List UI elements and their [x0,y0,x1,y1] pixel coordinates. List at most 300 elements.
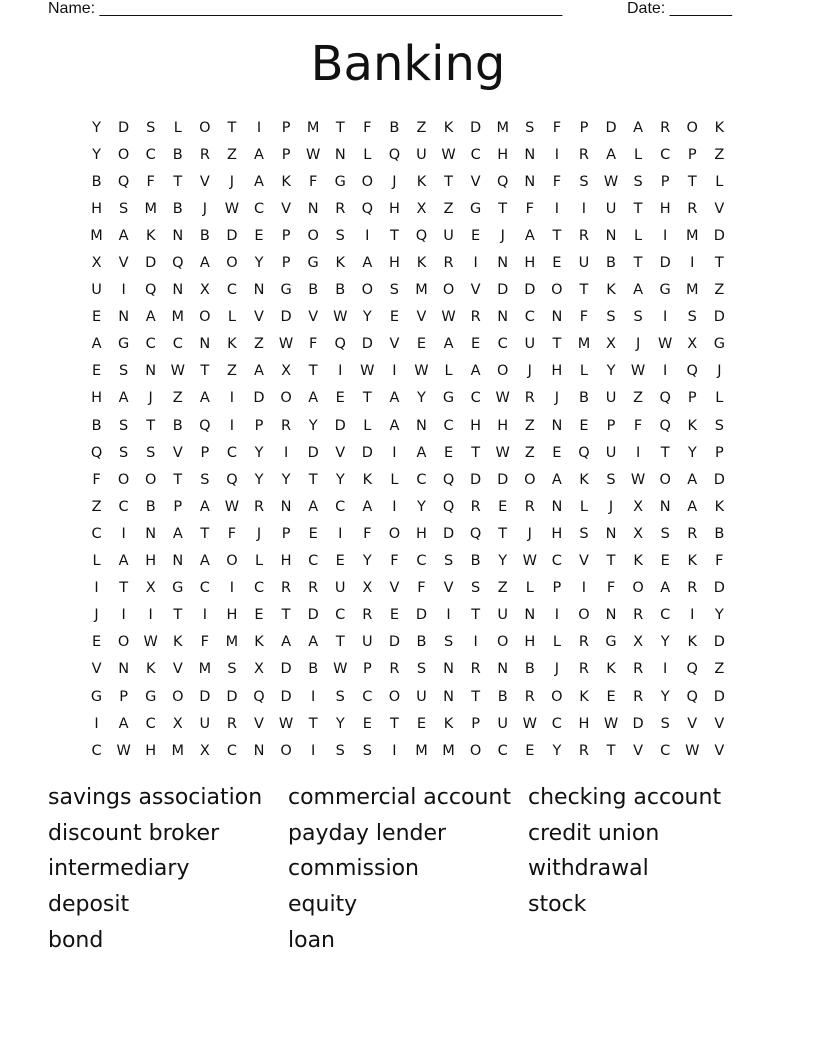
grid-letter: X [687,336,698,353]
grid-letter: B [389,119,400,136]
grid-letter: D [470,471,482,488]
grid-letter: K [687,553,698,570]
grid-letter: T [119,580,129,597]
grid-letter: T [389,715,399,732]
grid-letter: A [389,390,400,407]
grid-letter: E [579,417,589,434]
grid-letter: Q [172,255,184,272]
grid-row [83,249,733,276]
grid-letter: Y [606,363,616,380]
grid-letter: P [606,417,616,434]
grid-letter: S [633,173,643,190]
grid-letter: K [579,471,589,488]
grid-letter: S [335,742,345,759]
grid-letter: U [91,282,102,299]
grid-letter: O [226,553,238,570]
grid-letter: I [635,444,641,461]
grid-letter: A [687,498,698,515]
grid-letter: E [525,742,535,759]
grid-letter: Z [226,363,237,380]
grid-letter: C [172,336,183,353]
grid-letter: N [172,227,184,244]
grid-letter: L [552,634,561,651]
grid-letter: I [256,119,262,136]
grid-letter: X [91,255,102,272]
grid-letter: A [416,444,427,461]
grid-letter: R [687,525,698,542]
grid-letter: T [633,255,643,272]
grid-letter: P [119,688,128,705]
grid-letter: V [172,661,183,678]
word-list-item: checking account [528,785,722,811]
grid-letter: S [471,580,481,597]
grid-letter: T [687,173,697,190]
grid-letter: T [552,227,562,244]
grid-letter: H [91,390,102,407]
grid-letter: K [227,336,237,353]
grid-letter: N [551,417,563,434]
grid-letter: I [94,715,99,732]
grid-letter: B [91,173,102,190]
word-list-item: discount broker [48,820,220,846]
grid-letter: O [280,742,292,759]
grid-letter: V [389,336,400,353]
grid-letter: B [606,255,616,272]
grid-letter: N [145,363,157,380]
header-fields [48,0,748,20]
grid-letter: R [281,417,292,434]
grid-letter: V [714,742,725,759]
grid-letter: P [687,146,697,163]
grid-letter: R [687,200,698,217]
grid-letter: A [91,336,102,353]
grid-letter: A [443,336,454,353]
grid-letter: N [118,661,130,678]
grid-letter: L [173,119,182,136]
word-list-item: equity [288,892,358,918]
grid-letter: G [605,634,617,651]
grid-letter: D [334,417,346,434]
grid-letter: B [308,282,319,299]
grid-letter: D [361,444,373,461]
grid-letter: R [226,715,237,732]
grid-letter: W [603,715,619,732]
grid-letter: C [145,715,156,732]
grid-letter: M [171,309,185,326]
word-row [48,922,788,958]
grid-letter: I [121,282,126,299]
grid-letter: N [443,661,454,678]
grid-letter: F [417,580,426,597]
grid-letter: L [227,309,236,326]
grid-letter: Z [91,498,102,515]
grid-letter: I [392,742,397,759]
grid-row [83,737,733,764]
grid-letter: N [659,498,671,515]
grid-letter: T [308,471,318,488]
grid-letter: F [633,417,643,434]
grid-letter: K [254,634,264,651]
grid-letter: A [199,255,210,272]
grid-letter: G [90,688,103,705]
word-row [48,780,788,816]
grid-letter: A [254,146,264,163]
grid-letter: S [119,417,129,434]
grid-letter: Q [117,173,130,190]
word-list [48,780,788,958]
grid-letter: T [173,471,183,488]
grid-letter: T [173,173,183,190]
grid-letter: I [473,255,478,272]
grid-letter: B [91,417,102,434]
grid-letter: Q [253,688,265,705]
word-row [48,816,788,852]
grid-letter: T [362,390,372,407]
grid-letter: C [308,553,319,570]
grid-letter: K [443,715,454,732]
grid-letter: N [118,309,130,326]
grid-letter: C [91,525,102,542]
grid-letter: P [173,498,183,515]
grid-letter: X [416,200,427,217]
grid-letter: L [254,553,264,570]
grid-letter: D [253,390,265,407]
word-list-item: payday lender [288,820,447,846]
grid-letter: Y [714,607,724,624]
grid-letter: B [524,661,535,678]
grid-row [83,466,733,493]
grid-letter: P [579,119,589,136]
grid-letter: N [497,255,509,272]
grid-letter: B [497,688,508,705]
grid-letter: A [145,309,156,326]
grid-row [83,195,733,222]
grid-letter: O [199,309,211,326]
grid-letter: D [605,119,617,136]
grid-letter: L [363,417,372,434]
grid-letter: R [578,146,589,163]
grid-letter: D [713,580,725,597]
grid-letter: N [253,742,265,759]
grid-letter: H [497,146,509,163]
grid-letter: E [91,309,102,326]
grid-letter: I [554,607,559,624]
word-row [48,887,788,923]
grid-letter: X [145,580,156,597]
grid-letter: W [658,336,673,353]
grid-letter: O [361,173,374,190]
grid-letter: R [524,688,535,705]
grid-letter: I [473,634,478,651]
grid-letter: B [714,525,725,542]
grid-row [83,412,733,439]
grid-letter: K [145,661,156,678]
grid-letter: H [416,525,427,542]
word-list-item: commission [288,856,419,882]
grid-letter: F [552,119,562,136]
grid-letter: R [578,634,589,651]
grid-letter: R [470,309,481,326]
grid-letter: E [443,444,454,461]
grid-letter: J [256,525,262,542]
grid-letter: O [307,227,319,244]
grid-letter: Y [254,444,264,461]
word-list-item: commercial account [288,785,511,811]
grid-letter: Z [497,580,508,597]
grid-letter: O [551,688,563,705]
grid-letter: Z [633,390,644,407]
grid-letter: D [226,688,238,705]
grid-letter: B [172,417,183,434]
grid-letter: D [497,471,509,488]
grid-letter: O [686,119,698,136]
grid-letter: K [416,255,427,272]
grid-letter: B [470,553,481,570]
word-row [48,851,788,887]
grid-letter: O [578,607,590,624]
grid-letter: K [443,119,454,136]
grid-letter: G [334,173,346,190]
grid-letter: S [660,525,670,542]
grid-letter: Y [308,417,318,434]
grid-letter: J [229,173,235,190]
grid-letter: C [660,146,671,163]
grid-letter: C [145,146,156,163]
grid-letter: O [172,688,184,705]
grid-letter: W [495,444,510,461]
grid-letter: T [308,363,318,380]
grid-letter: E [416,336,427,353]
grid-letter: F [227,525,237,542]
grid-letter: I [581,580,587,597]
grid-letter: R [281,580,292,597]
grid-letter: S [660,715,670,732]
grid-letter: C [660,607,671,624]
grid-letter: W [278,336,294,353]
grid-letter: Z [172,390,183,407]
grid-letter: Q [442,471,455,488]
word-list-item: intermediary [48,856,190,882]
grid-letter: I [365,227,370,244]
grid-letter: C [226,282,237,299]
grid-letter: O [117,634,130,651]
grid-letter: A [172,525,183,542]
grid-letter: V [687,715,698,732]
grid-letter: P [471,715,480,732]
grid-letter: E [660,553,670,570]
grid-letter: R [470,661,481,678]
grid-letter: D [442,525,455,542]
grid-row [83,575,733,602]
grid-letter: C [497,336,508,353]
grid-letter: E [254,227,264,244]
grid-letter: M [686,282,699,299]
grid-letter: N [524,146,536,163]
grid-letter: B [335,282,346,299]
grid-letter: H [388,200,400,217]
grid-letter: Q [659,417,671,434]
grid-letter: R [443,255,454,272]
grid-letter: V [389,580,400,597]
grid-letter: F [363,119,372,136]
grid-letter: C [524,309,535,326]
grid-letter: M [686,227,699,244]
grid-letter: M [90,227,103,244]
grid-letter: C [551,553,562,570]
grid-letter: H [497,417,509,434]
grid-letter: U [416,146,427,163]
grid-row [83,385,733,412]
grid-letter: W [630,471,646,488]
grid-letter: S [606,309,616,326]
grid-row [83,358,733,385]
grid-letter: E [498,498,508,515]
grid-letter: S [416,661,427,678]
grid-letter: R [253,498,265,515]
grid-letter: P [687,390,697,407]
grid-letter: B [199,227,210,244]
grid-letter: I [338,363,343,380]
grid-letter: T [471,688,481,705]
grid-letter: J [148,390,153,407]
grid-letter: A [551,471,562,488]
grid-letter: O [497,363,509,380]
grid-letter: Y [254,471,264,488]
grid-letter: N [605,607,617,624]
grid-letter: S [443,634,454,651]
grid-letter: E [471,336,481,353]
grid-letter: L [715,390,724,407]
grid-letter: O [199,119,211,136]
grid-row [83,439,733,466]
grid-letter: Y [362,553,372,570]
grid-letter: D [632,715,644,732]
grid-letter: A [606,146,616,163]
grid-row [83,629,733,656]
grid-letter: G [659,282,671,299]
grid-letter: A [362,498,373,515]
grid-letter: I [554,200,559,217]
grid-letter: H [470,417,482,434]
grid-letter: Y [552,742,562,759]
grid-letter: N [605,525,617,542]
grid-letter: T [579,282,589,299]
grid-letter: V [470,282,481,299]
grid-letter: O [551,282,563,299]
grid-letter: O [632,580,644,597]
grid-letter: I [229,390,235,407]
grid-letter: O [144,471,157,488]
grid-letter: N [497,661,509,678]
grid-letter: C [362,688,373,705]
grid-letter: Z [714,282,725,299]
grid-letter: M [415,282,428,299]
grid-letter: T [335,119,345,136]
grid-letter: H [280,553,292,570]
grid-letter: V [714,715,725,732]
grid-letter: O [442,282,455,299]
grid-letter: X [633,525,644,542]
grid-letter: Y [417,498,426,515]
grid-row [83,222,733,249]
grid-letter: W [441,309,456,326]
grid-letter: M [415,742,428,759]
grid-letter: C [335,607,346,624]
page-title: Banking [310,36,506,92]
grid-letter: X [633,498,644,515]
grid-letter: C [118,498,129,515]
grid-letter: F [92,471,101,488]
grid-letter: N [605,227,617,244]
grid-letter: S [633,309,643,326]
grid-row [83,331,733,358]
grid-letter: A [308,634,319,651]
grid-letter: I [311,688,316,705]
grid-letter: V [118,255,129,272]
grid-letter: S [579,525,589,542]
grid-letter: M [306,119,320,136]
grid-letter: N [307,200,319,217]
grid-row [83,141,733,168]
grid-letter: E [335,390,345,407]
grid-letter: Y [92,146,101,163]
grid-letter: B [578,390,589,407]
grid-letter: T [552,336,562,353]
grid-letter: E [254,607,264,624]
grid-letter: L [92,553,101,570]
grid-letter: D [280,661,292,678]
grid-letter: S [606,471,616,488]
grid-letter: M [144,200,157,217]
grid-letter: I [392,498,397,515]
grid-letter: L [579,498,588,515]
grid-letter: I [581,200,587,217]
grid-letter: D [145,255,157,272]
grid-letter: Z [443,200,454,217]
grid-letter: I [663,363,668,380]
grid-letter: Z [524,417,535,434]
grid-letter: O [117,146,130,163]
grid-letter: T [281,607,291,624]
grid-letter: T [200,525,210,542]
grid-letter: N [253,282,265,299]
grid-letter: A [660,580,671,597]
grid-letter: X [254,661,264,678]
grid-letter: D [713,227,725,244]
grid-letter: Q [686,363,698,380]
grid-letter: O [280,390,292,407]
grid-letter: W [333,661,348,678]
grid-letter: S [335,688,345,705]
grid-letter: Z [524,444,535,461]
grid-letter: V [281,200,292,217]
grid-row [83,548,733,575]
grid-letter: A [687,471,698,488]
grid-letter: B [416,634,427,651]
grid-letter: W [278,715,294,732]
grid-letter: P [714,444,724,461]
grid-letter: W [224,200,240,217]
grid-letter: Q [497,173,509,190]
grid-letter: V [335,444,346,461]
grid-letter: T [498,525,508,542]
grid-letter: N [551,498,563,515]
grid-letter: K [606,282,616,299]
grid-letter: A [362,255,373,272]
grid-letter: V [714,200,725,217]
grid-letter: S [579,173,589,190]
grid-letter: R [335,200,346,217]
